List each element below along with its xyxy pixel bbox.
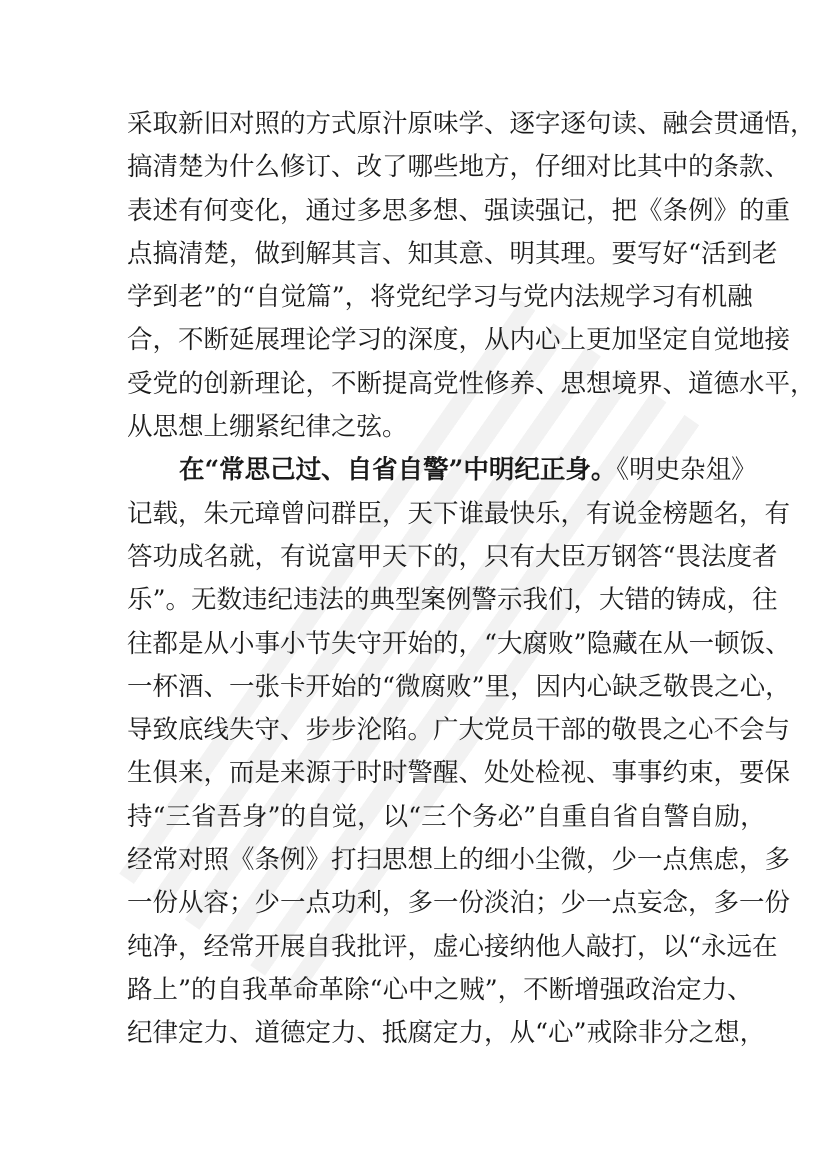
text-line: 经常对照《条例》打扫思想上的细小尘微，少一点焦虑，多 — [127, 845, 791, 876]
heading-tail: 《明史杂俎》 — [616, 455, 757, 486]
paragraph-1 — [127, 103, 816, 449]
text-line: 学到老”的“自觉篇”，将党纪学习与党内法规学习有机融 — [127, 282, 753, 313]
paragraph-heading-line — [127, 449, 757, 492]
text-line: 答功成名就，有说富甲天下的，只有大臣万钢答“畏法度者 — [127, 541, 778, 572]
text-line: 采取新旧对照的方式原汁原味学、逐字逐句读、融会贯通悟， — [127, 109, 816, 139]
text-line: 生俱来，而是来源于时时警醒、处处检视、事事约束，要保 — [127, 758, 791, 789]
text-line: 搞清楚为什么修订、改了哪些地方，仔细对比其中的条款、 — [127, 152, 791, 183]
body-text — [127, 103, 816, 1056]
text-line: 纪律定力、道德定力、抵腐定力，从“心”戒除非分之想， — [127, 1018, 766, 1049]
text-line: 从思想上绷紧纪律之弦。 — [127, 412, 408, 443]
text-line: 乐”。无数违纪违法的典型案例警示我们，大错的铸成，往 — [127, 585, 778, 616]
paragraph-2 — [127, 449, 791, 1055]
text-line: 一杯酒、一张卡开始的“微腐败”里，因内心缺乏敬畏之心， — [127, 671, 791, 702]
text-line: 往都是从小事小节失守开始的，“大腐败”隐藏在从一顿饭、 — [127, 628, 791, 659]
text-line: 受党的创新理论，不断提高党性修养、思想境界、道德水平， — [127, 368, 816, 399]
text-line: 表述有何变化，通过多思多想、强读强记，把《条例》的重 — [127, 195, 791, 226]
text-line: 合，不断延展理论学习的深度，从内心上更加坚定自觉地接 — [127, 325, 791, 356]
text-line: 点搞清楚，做到解其言、知其意、明其理。要写好“活到老 — [127, 238, 778, 269]
paragraph-heading: 在“常思己过、自省自警”中明纪正身。 — [179, 455, 617, 486]
text-line: 路上”的自我革命革除“心中之贼”，不断增强政治定力、 — [127, 974, 753, 1005]
text-line: 记载，朱元璋曾问群臣，天下谁最快乐，有说金榜题名，有 — [127, 498, 791, 529]
text-line: 纯净，经常开展自我批评，虚心接纳他人敲打，以“永远在 — [127, 931, 778, 962]
text-line: 持“三省吾身”的自觉，以“三个务必”自重自省自警自励， — [127, 801, 766, 832]
text-line: 导致底线失守、步步沦陷。广大党员干部的敬畏之心不会与 — [127, 715, 791, 746]
text-line: 一份从容；少一点功利，多一份淡泊；少一点妄念，多一份 — [127, 888, 791, 919]
